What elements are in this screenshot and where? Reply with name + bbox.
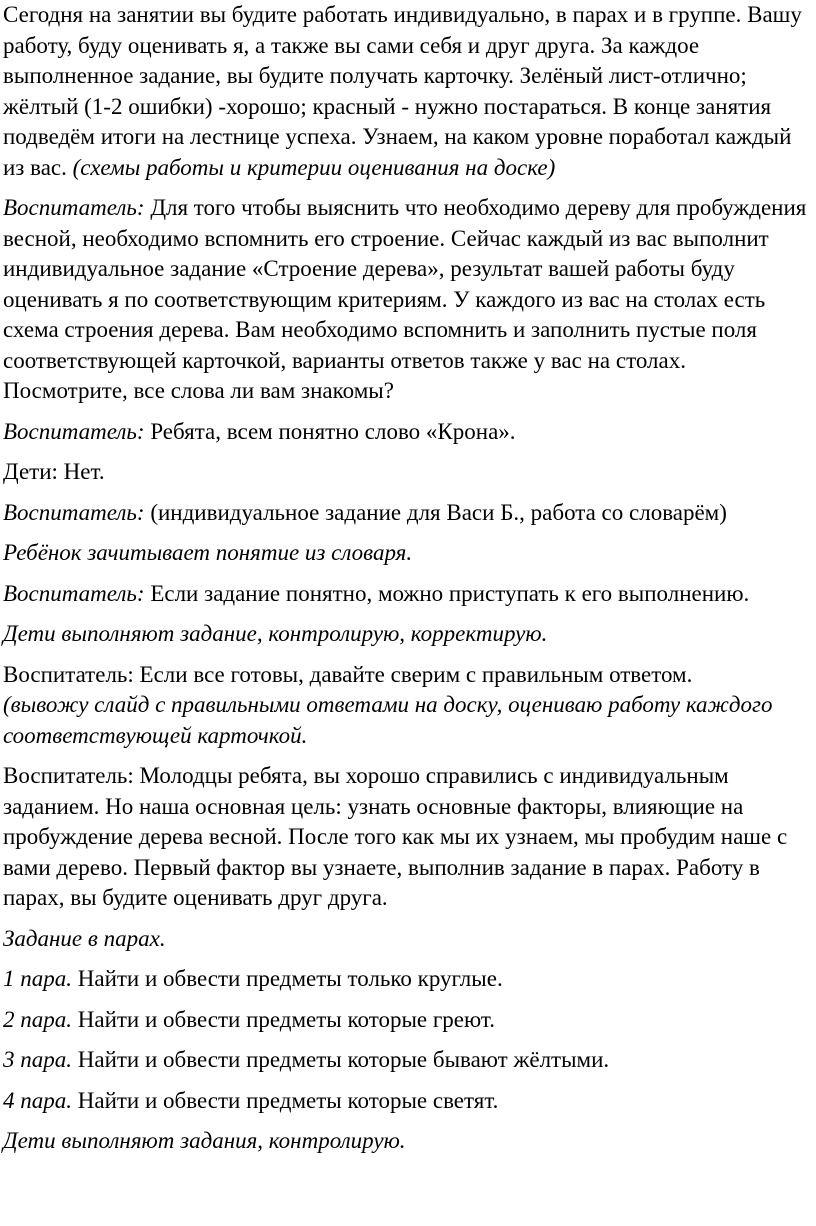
child-reads-text: Ребёнок зачитывает понятие из словаря. <box>3 540 413 565</box>
pair-label: 3 пара. <box>3 1047 72 1072</box>
teacher-label: Воспитатель: <box>3 418 145 444</box>
crown-question: Ребята, всем понятно слово «Крона». <box>150 418 516 444</box>
check-answer-paragraph <box>3 660 811 752</box>
pairs-title-paragraph <box>3 924 811 955</box>
pair-label: 4 пара. <box>3 1087 72 1113</box>
intro-text: Сегодня на занятии вы будите работать индивидуально, в парах и в группе. Вашу работу, буду оценивать я, а также вы сами себя и друг друга. За каждое выполненное задание, вы будите получать карточку. Зелёный лист-отлично; жёлтый (1-2 ошибки) -хорошо; красный - нужно постараться. В конце занятия подведём итоги на лестнице успеха. Узнаем, на каком уровне поработал каждый из вас <box>3 2 802 180</box>
pair-4 <box>3 1086 811 1117</box>
pair-3 <box>3 1045 811 1076</box>
pair-text: Найти и обвести предметы которые греют. <box>77 1006 495 1032</box>
intro-paragraph: Сегодня на занятии вы будите работать индивидуально, в парах и в группе. Вашу работу, буду оценивать я, а также вы сами себя и друг друга. За каждое выполненное задание, вы будите получать карточку. Зелёный лист-отлично; жёлтый (1-2 ошибки) -хорошо; красный - нужно постараться. В конце занятия подведём итоги на лестнице успеха. Узнаем, на каком уровне поработал каждый из вас. (схемы работы и критерии оценивания на доске) <box>3 2 802 180</box>
children-do-tasks-paragraph <box>3 1126 811 1157</box>
individual-task-paragraph <box>3 498 811 529</box>
child-reads-paragraph <box>3 538 811 569</box>
crown-paragraph <box>3 417 811 448</box>
start-task-paragraph <box>3 579 811 610</box>
pair-text: Найти и обвести предметы только круглые. <box>77 966 503 991</box>
children-answer: Дети: Нет. <box>3 459 105 484</box>
tree-task-text: Для того чтобы выяснить что необходимо дереву для пробуждения весной, необходимо вспомнить его строение. Сейчас каждый из вас выполнит индивидуальное задание «Строение дерева», результат вашей работы буду оценивать я по соответствующим критериям. У каждого из вас на столах есть схема строения дерева. Вам необходимо вспомнить и заполнить пустые поля соответствующей карточкой, варианты ответов также у вас на столах. Посмотрите, все слова ли вам знакомы? <box>3 195 807 403</box>
children-do-tasks-text: Дети выполняют задания, контролирую. <box>3 1128 406 1153</box>
check-note: (вывожу слайд с правильными ответами на доску, оцениваю работу каждого соответствующей карточкой. <box>3 692 773 748</box>
teacher-label: Воспитатель: <box>3 580 145 606</box>
pair-label: 1 пара. <box>3 966 72 991</box>
pair-text: Найти и обвести предметы которые светят. <box>77 1087 499 1113</box>
well-done-paragraph: Воспитатель: Молодцы ребята, вы хорошо справились с индивидуальным заданием. Но наша основная цель: узнать основные факторы, влияющие на пробуждение дерева весной. После того как мы их узнаем, мы пробудим наше с вами дерево. Первый фактор вы узнаете, выполнив задание в парах. Работу в парах, вы будите оценивать друг друга. <box>3 763 788 910</box>
pair-label: 2 пара. <box>3 1006 72 1032</box>
check-answer-text: Воспитатель: Если все готовы, давайте сверим с правильным ответом. <box>3 661 693 687</box>
tree-task-paragraph <box>3 193 811 407</box>
children-do-text: Дети выполняют задание, контролирую, корректирую. <box>3 621 548 646</box>
intro-note: (схемы работы и критерии оценивания на доске) <box>72 154 556 180</box>
individual-task-text: (индивидуальное задание для Васи Б., работа со словарём) <box>150 499 727 525</box>
teacher-label: Воспитатель: <box>3 499 145 525</box>
pair-text: Найти и обвести предметы которые бывают жёлтыми. <box>77 1047 610 1072</box>
start-task-text: Если задание понятно, можно приступать к его выполнению. <box>150 580 750 606</box>
pair-2 <box>3 1005 811 1036</box>
pairs-title: Задание в парах. <box>3 925 166 951</box>
pair-1 <box>3 964 811 995</box>
teacher-label: Воспитатель: <box>3 195 145 220</box>
children-do-paragraph <box>3 619 811 650</box>
